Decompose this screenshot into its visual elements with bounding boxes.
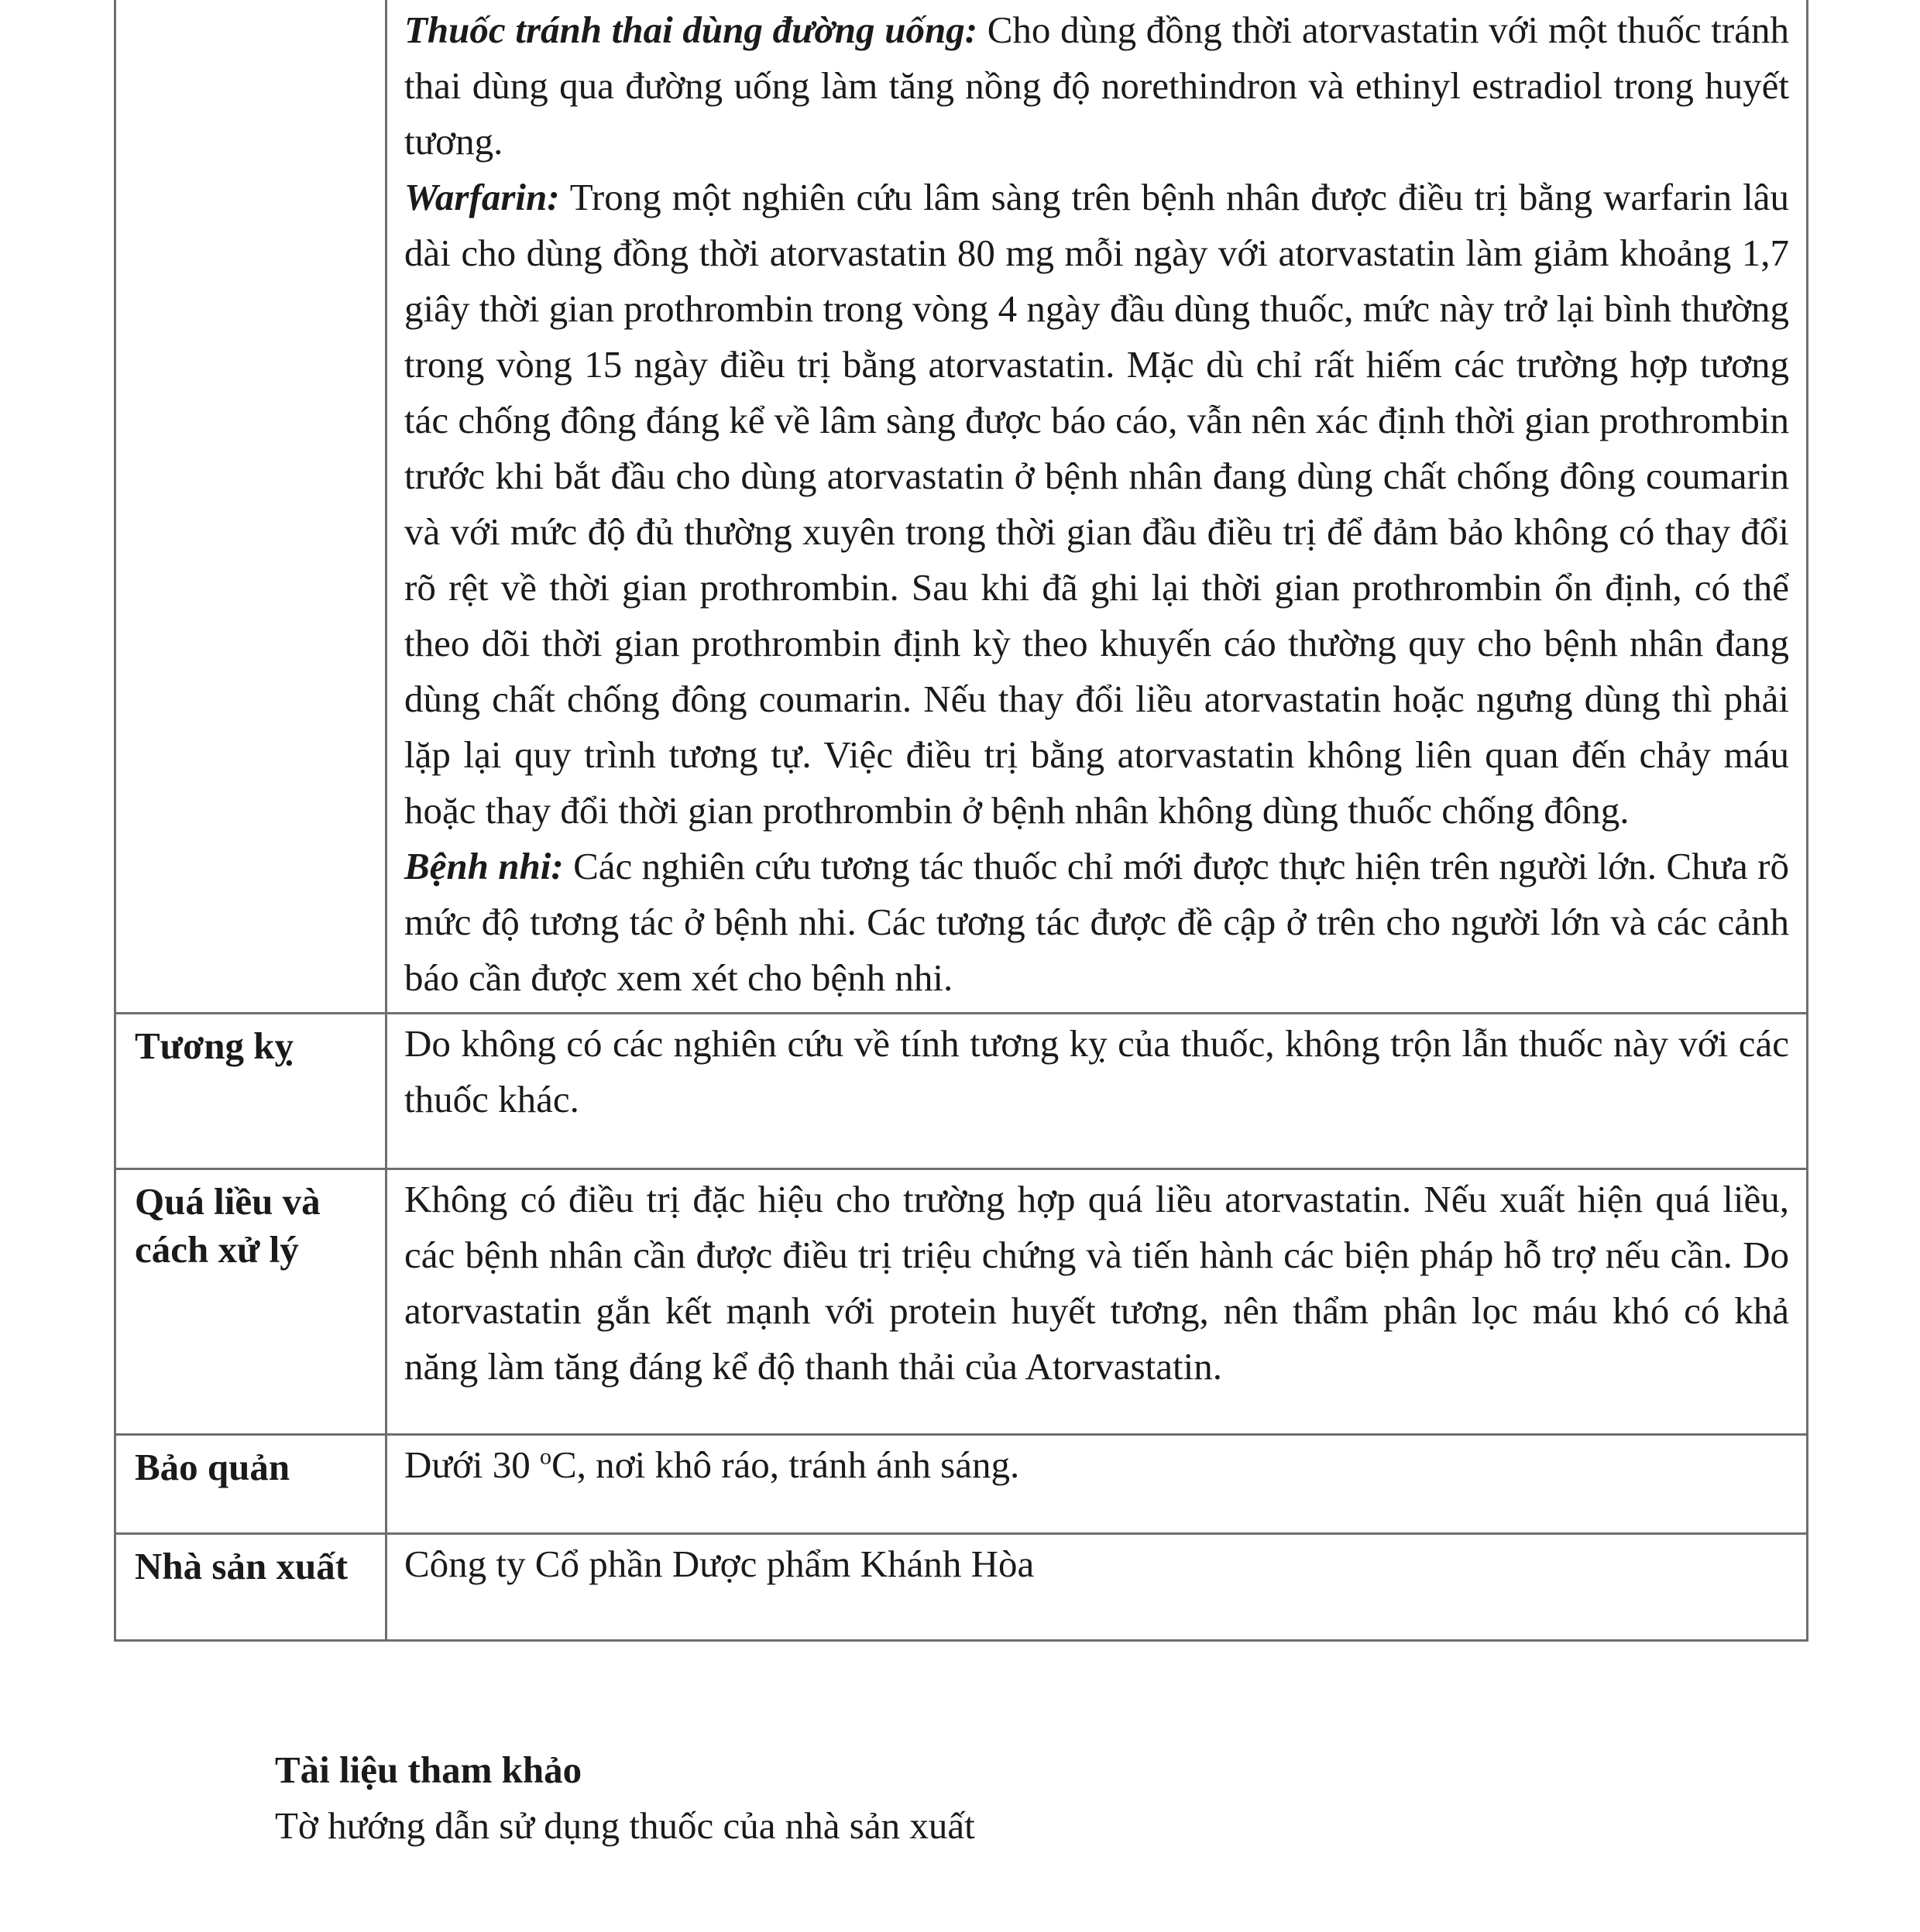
row-content-interactions [386,0,1808,1014]
row-content-tuong-ky: Do không có các nghiên cứu về tính tương kỵ của thuốc, không trộn lẫn thuốc này với các thuốc khác. [386,1014,1808,1169]
paragraph-lead: Warfarin: [404,176,560,218]
row-label-tuong-ky: Tương kỵ [115,1014,386,1169]
references-title: Tài liệu tham khảo [275,1748,582,1791]
paragraph-lead: Thuốc tránh thai dùng đường uống: [404,9,978,51]
storage-text-before: Dưới 30 [404,1443,540,1486]
paragraph-oral-contraceptives [404,2,1789,170]
row-content-qua-lieu: Không có điều trị đặc hiệu cho trường hợp quá liều atorvastatin. Nếu xuất hiện quá liều, các bệnh nhân cần được điều trị triệu chứng và tiến hành các biện pháp hỗ trợ nếu cần. Do atorvastatin gắn kết mạnh với protein huyết tương, nên thẩm phân lọc máu khó có khả năng làm tăng đáng kể độ thanh thải của Atorvastatin. [386,1169,1808,1435]
row-content-nha-san-xuat: Công ty Cổ phần Dược phẩm Khánh Hòa [386,1534,1808,1641]
drug-info-table [114,0,1808,1642]
references-section [275,1742,1747,1854]
paragraph-pediatric [404,839,1789,1006]
row-label-bao-quan: Bảo quản [115,1435,386,1534]
table-row-bao-quan [115,1435,1808,1534]
row-label-nha-san-xuat: Nhà sản xuất [115,1534,386,1641]
table-row-qua-lieu [115,1169,1808,1435]
references-item: Tờ hướng dẫn sử dụng thuốc của nhà sản xuất [275,1804,975,1847]
paragraph-lead: Bệnh nhi: [404,845,564,887]
table-row-tuong-ky [115,1014,1808,1169]
degree-superscript: o [539,1443,551,1470]
table-row-interactions [115,0,1808,1014]
row-content-bao-quan [386,1435,1808,1534]
row-label-qua-lieu: Quá liều và cách xử lý [115,1169,386,1435]
paragraph-warfarin [404,170,1789,839]
paragraph-text: Các nghiên cứu tương tác thuốc chỉ mới được thực hiện trên người lớn. Chưa rõ mức độ tương tác ở bệnh nhi. Các tương tác được đề cập ở trên cho người lớn và các cảnh báo cần được xem xét cho bệnh nhi. [404,845,1789,999]
table-row-nha-san-xuat [115,1534,1808,1641]
row-label-interactions [115,0,386,1014]
paragraph-text: Cho dùng đồng thời atorvastatin với một thuốc tránh thai dùng qua đường uống làm tăng nồng độ norethindron và ethinyl estradiol trong huyết tương. [404,9,1789,163]
storage-text-after: C, nơi khô ráo, tránh ánh sáng. [551,1443,1020,1486]
paragraph-text: Trong một nghiên cứu lâm sàng trên bệnh nhân được điều trị bằng warfarin lâu dài cho dùng đồng thời atorvastatin 80 mg mỗi ngày với atorvastatin làm giảm khoảng 1,7 giây thời gian prothrombin trong vòng 4 ngày đầu dùng thuốc, mức này trở lại bình thường trong vòng 15 ngày điều trị bằng atorvastatin. Mặc dù chỉ rất hiếm các trường hợp tương tác chống đông đáng kể về lâm sàng được báo cáo, vẫn nên xác định thời gian prothrombin trước khi bắt đầu cho dùng atorvastatin ở bệnh nhân đang dùng chất chống đông coumarin và với mức độ đủ thường xuyên trong thời gian đầu điều trị để đảm bảo không có thay đổi rõ rệt về thời gian prothrombin. Sau khi đã ghi lại thời gian prothrombin ổn định, có thể theo dõi thời gian prothrombin định kỳ theo khuyến cáo thường quy cho bệnh nhân đang dùng chất chống đông coumarin. Nếu thay đổi liều atorvastatin hoặc ngưng dùng thì phải lặp lại quy trình tương tự. Việc điều trị bằng atorvastatin không liên quan đến chảy máu hoặc thay đổi thời gian prothrombin ở bệnh nhân không dùng thuốc chống đông. [404,176,1789,832]
